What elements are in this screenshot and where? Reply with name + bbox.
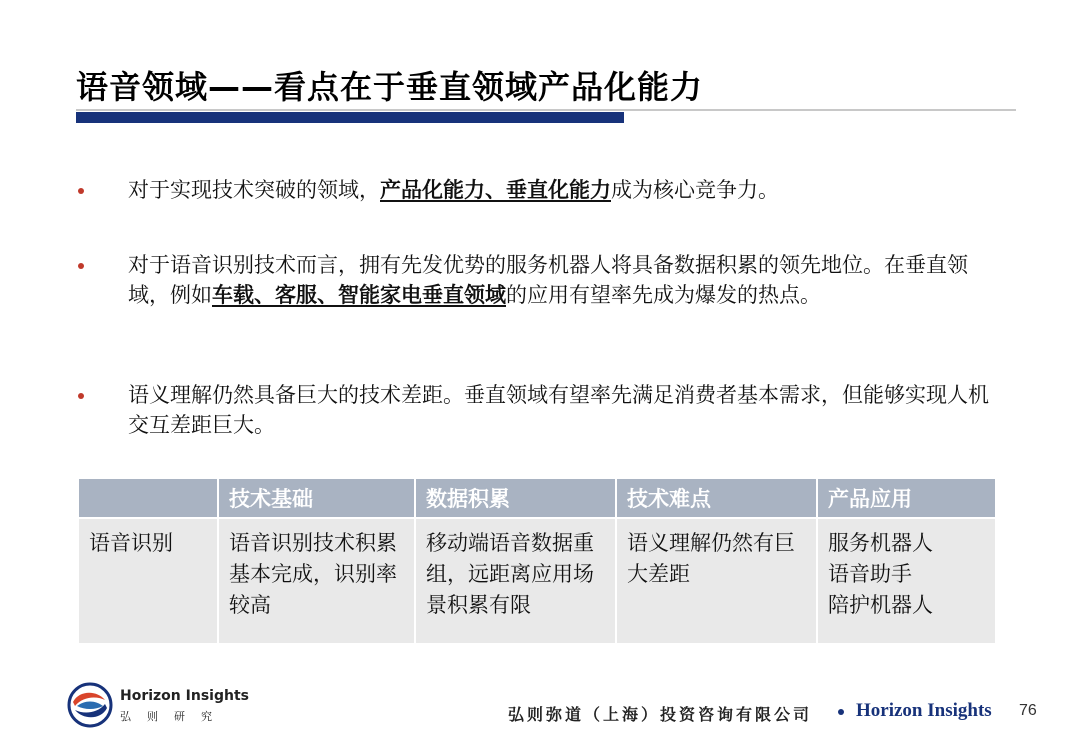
product-item: 陪护机器人	[828, 593, 933, 617]
footer-company: 弘则弥道（上海）投资咨询有限公司	[508, 705, 813, 724]
table-header-tech-foundation: 技术基础	[218, 478, 415, 518]
table-row-label: 语音识别	[78, 518, 218, 644]
product-item: 语音助手	[828, 562, 912, 586]
bullet-text: 对于语音识别技术而言，拥有先发优势的服务机器人将具备数据积累的领先地位。在垂直领域，例如车载、客服、智能家电垂直领域的应用有望率先成为爆发的热点。	[128, 253, 968, 307]
table-cell: 语音识别技术积累基本完成，识别率较高	[218, 518, 415, 644]
table-header-tech-difficulty: 技术难点	[616, 478, 817, 518]
table-header-row	[78, 478, 996, 518]
bullet-emphasis: 产品化能力、垂直化能力	[380, 177, 611, 202]
logo-text-cn: 弘则研究	[120, 710, 228, 723]
table-header-product-application: 产品应用	[817, 478, 996, 518]
table-cell: 语义理解仍然有巨大差距	[616, 518, 817, 644]
bullet-dot	[78, 263, 84, 269]
title-divider-gray	[76, 109, 1016, 111]
footer-separator-dot	[838, 709, 844, 715]
table-header-corner	[78, 478, 218, 518]
horizon-logo-icon	[67, 682, 113, 728]
bullet-dot	[78, 188, 84, 194]
bullet-item-2	[76, 250, 1006, 310]
bullet-text: 语义理解仍然具备巨大的技术差距。垂直领域有望率先满足消费者基本需求，但能够实现人机交互差距巨大。	[128, 383, 989, 437]
product-item: 服务机器人	[828, 531, 933, 555]
table-cell-products	[817, 518, 996, 644]
bullet-item-3	[76, 380, 1006, 440]
bullet-emphasis: 车载、客服、智能家电垂直领域	[212, 282, 506, 307]
bullet-item-1	[76, 175, 1006, 205]
table-row	[78, 518, 996, 644]
logo-text-en: Horizon Insights	[120, 688, 249, 704]
slide-title: 语音领域——看点在于垂直领域产品化能力	[76, 68, 704, 106]
page-number: 76	[1019, 702, 1037, 719]
title-divider-blue	[76, 112, 624, 123]
bullet-dot	[78, 393, 84, 399]
footer-brand: Horizon Insights	[856, 700, 992, 721]
table-cell: 移动端语音数据重组，远距离应用场景积累有限	[415, 518, 616, 644]
comparison-table	[77, 477, 997, 645]
bullet-text: 对于实现技术突破的领域，产品化能力、垂直化能力成为核心竞争力。	[128, 177, 779, 202]
table-header-data-accumulation: 数据积累	[415, 478, 616, 518]
